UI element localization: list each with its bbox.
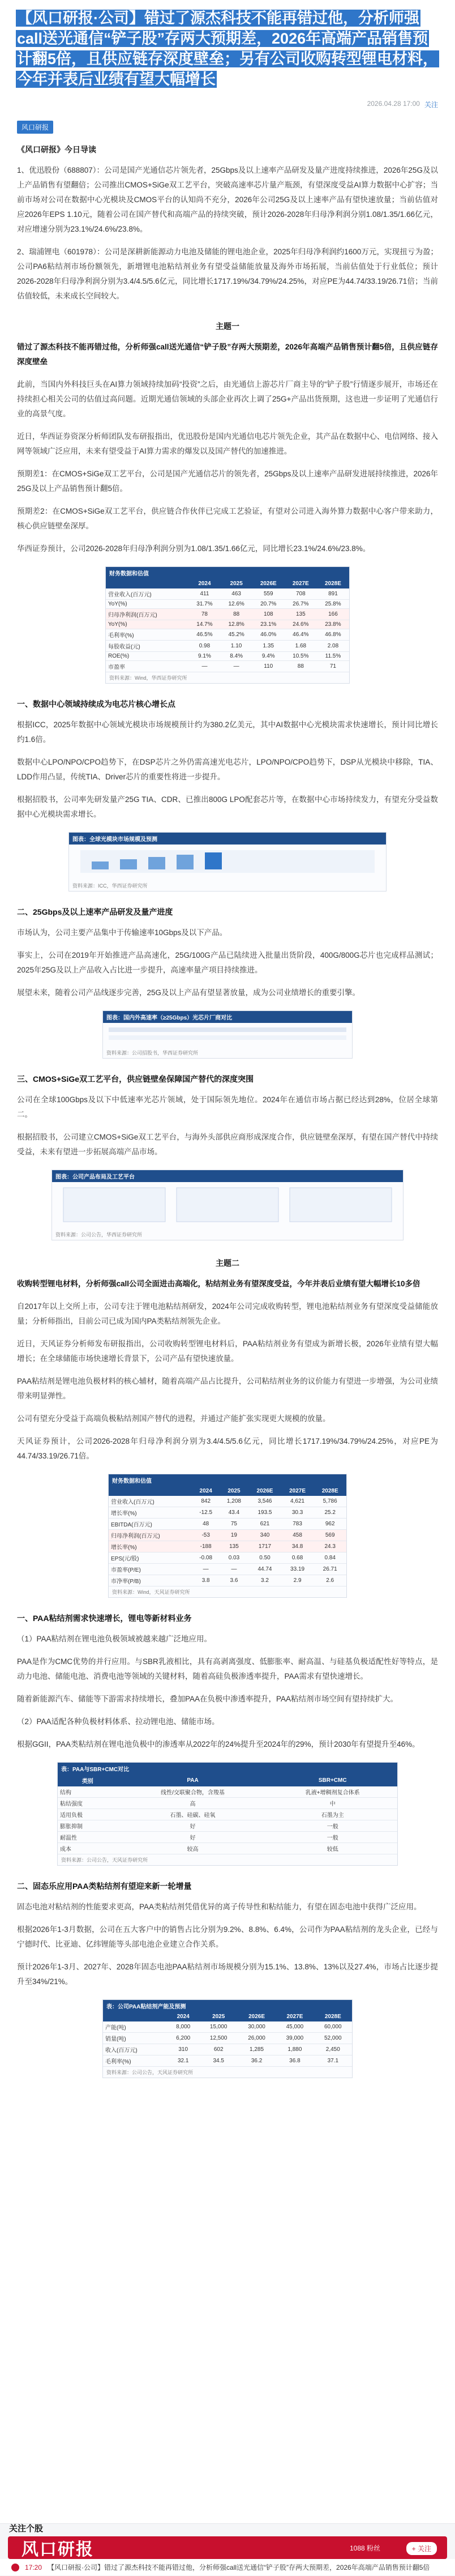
table-cell: 46.0%: [252, 629, 285, 641]
table-cell: 6,200: [167, 2033, 200, 2044]
play-icon[interactable]: [11, 2564, 19, 2571]
table-cell: 23.8%: [317, 620, 349, 629]
table-header-cell: 2024: [188, 579, 220, 588]
table-header-cell: 2026E: [252, 579, 285, 588]
related-stocks-heading: 关注个股: [9, 2524, 44, 2534]
column-badge: 风口研报: [17, 121, 53, 134]
table-cell: 石墨为主: [268, 1809, 397, 1820]
table-cell: 0.68: [281, 1553, 314, 1564]
table-cell: 45.2%: [221, 629, 252, 641]
table-cell: 88: [221, 609, 252, 620]
table-cell: 12.6%: [221, 600, 252, 609]
theme-one-paragraph-3: 预期差1：在CMOS+SiGe双工艺平台，公司是国产光通信芯片的领先者，25Gbps及以上速率产品研发进展持续推进，2026年25G及以上产品销售预计翻5倍。: [17, 470, 438, 493]
comparison-table-source: 资料来源：公司公告，天风证券研究所: [61, 1857, 148, 1863]
table-cell: YoY(%): [106, 620, 188, 629]
section-1-paragraph-1: 根据ICC，2025年数据中心领域光模块市场规模预计约为380.2亿美元，其中AI数据中心光模块需求快速增长，预计同比增长约1.6倍。: [17, 720, 438, 744]
table-cell: -0.08: [192, 1553, 220, 1564]
table-cell: 一般: [268, 1832, 397, 1843]
figure-4-graphic: [52, 1182, 403, 1227]
table-cell: 11.5%: [317, 652, 349, 661]
table-row: [58, 1798, 397, 1809]
table-cell: 78: [188, 609, 220, 620]
table-cell: -188: [192, 1541, 220, 1553]
financial-table-1-grid: [106, 579, 349, 672]
section-5-heading: 二、固态乐应用PAA类粘结剂有望迎来新一轮增量: [17, 1882, 192, 1891]
figure-3-graphic: [103, 1023, 352, 1046]
theme-one-subtitle: 错过了源杰科技不能再错过他，分析师强call送光通信“铲子股”存两大预期差，2026年高端产品销售预计翻5倍，且供应链存深度壁垒: [17, 343, 438, 366]
table-cell: —: [188, 661, 220, 672]
summary-paragraph-2: 2、瑞浦锂电（601978）：公司是深耕新能源动力电池及储能的锂电池企业，2025年归母净利润约1600万元，实现扭亏为盈；公司PA6粘结剂市场份额领先，新增锂电池粘结剂业务有望受益储能放量及海外市场拓展，当前估值处于行业低位；预计2026-2028年归母净利润分别为3.4/4.5/5.6亿元，同比增长1717.19%/34.79%/24.25%，对应PE为44.74/33.19/26.71倍；当前估值较低，未来成长空间较大。: [17, 248, 438, 300]
table-cell: 26.7%: [285, 600, 317, 609]
table-cell: 37.1: [314, 2055, 352, 2067]
section-1-heading: 一、数据中心领域持续成为电芯片核心增长点: [17, 700, 175, 709]
table-cell: 559: [252, 588, 285, 600]
table-cell: 每股收益(元): [106, 641, 188, 652]
section-4-paragraph-2: PAA是作为CMC优势的并行应用。与SBR乳液相比，具有高剥离强度、低膨胀率、耐高温、与硅基负极适配性好等特点，是动力电池、储能电池、消费电池等领域的关键材料，随着高硅负极渗透率提升，PAA需求有望快速增长。: [17, 1657, 438, 1681]
table-cell: 2.9: [281, 1575, 314, 1586]
article-title: [12, 6, 443, 92]
table-cell: 45,000: [276, 2021, 314, 2033]
table-row: [58, 1843, 397, 1854]
table-cell: 1.35: [252, 641, 285, 652]
table-cell: 24.6%: [285, 620, 317, 629]
table-cell: 结构: [58, 1786, 118, 1798]
table-cell: 0.50: [248, 1553, 281, 1564]
theme-one-paragraph-2: 近日，华西证券资深分析师团队发布研报指出，优迅股份是国内光通信电芯片领先企业，其产品在数据中心、电信网络、接入网等领域广泛应用，未来有望受益于AI算力需求的爆发以及国产替代的加速推进。: [17, 432, 438, 455]
table-cell: 市盈率(P/E): [109, 1564, 192, 1575]
figure-2-bar: [205, 852, 222, 869]
table-cell: 26,000: [238, 2033, 276, 2044]
table-cell: 归母净利润(百万元): [109, 1530, 192, 1541]
figure-4-block: [177, 1188, 278, 1222]
section-1-paragraph-2: 数据中心LPO/NPO/CPO趋势下，在DSP芯片之外仍需高速光电芯片，LPO/NPO/CPO趋势下，DSP从光模块中移除，TIA、LDD作用凸显，传统TIA、Driver芯片的重要性将进一步提升。: [17, 758, 438, 781]
table-header-cell: [103, 2012, 167, 2021]
table-cell: 中: [268, 1798, 397, 1809]
table-cell: 458: [281, 1530, 314, 1541]
table-cell: 线性/交联聚合物，含羧基: [118, 1786, 268, 1798]
table-cell: —: [220, 1564, 249, 1575]
table-cell: 621: [248, 1519, 281, 1530]
news-ticker[interactable]: [0, 2559, 455, 2575]
table-cell: 23.1%: [252, 620, 285, 629]
table-row: [106, 629, 349, 641]
section-5-paragraph-2: 根据2026年1-3月数据，公司在五大客户中的销售占比分别为9.2%、8.8%、6.4%，公司作为PAA粘结剂的龙头企业，已经与宁德时代、比亚迪、亿纬锂能等头部电池企业建立合作关系。: [17, 1925, 438, 1948]
table-cell: 32.1: [167, 2055, 200, 2067]
column-card-name: 风口研报: [22, 2540, 94, 2559]
table-cell: 0.98: [188, 641, 220, 652]
financial-table-1-title: 财务数据和估值: [106, 567, 349, 579]
table-header-cell: 2028E: [314, 1486, 346, 1496]
table-cell: 好: [118, 1832, 268, 1843]
table-row: [106, 600, 349, 609]
table-cell: 毛利率(%): [103, 2055, 167, 2067]
table-cell: 48: [192, 1519, 220, 1530]
table-cell: 乳液+增稠剂复合体系: [268, 1786, 397, 1798]
table-cell: -12.5: [192, 1507, 220, 1519]
table-cell: 135: [285, 609, 317, 620]
figure-2-bar: [92, 861, 109, 869]
capacity-table-title: 表：公司PAA粘结剂产能及预测: [103, 2000, 352, 2012]
table-row: [103, 2033, 352, 2044]
table-cell: 较低: [268, 1843, 397, 1854]
section-1-paragraph-3: 根据招股书，公司率先研发量产25G TIA、CDR、已推出800G LPO配套芯片等，在数据中心市场持续发力，有望充分受益数据中心光模块需求增长。: [17, 795, 438, 818]
summary-paragraph-1: 1、优迅股份（688807）：公司是国产光通信芯片领先者，25Gbps及以上速率产品研发及量产进度持续推进，2026年25G及以上产品销售有望翻倍；公司推出CMOS+SiGe双工艺平台，突破高速率芯片量产瓶颈，有望深度受益AI算力数据中心扩容；当前市场对公司在数据中心光模块及CMOS平台的认知尚不充分，2026年公司25G及以上速率产品有望快速放量；当前估值对应2026年EPS 1.10元，随着公司在国产替代和高端产品的持续突破，预计2026-2028年归母净利润分别1.08/1.35/1.66亿元，对应增速分别为23.1%/24.6%/23.8%。: [17, 166, 438, 233]
figure-3: [102, 1010, 353, 1059]
table-cell: 12.8%: [221, 620, 252, 629]
table-cell: 2.08: [317, 641, 349, 652]
table-header-cell: 2025: [200, 2012, 238, 2021]
theme-two-subtitle: 收购转型锂电材料，分析师强call公司全面进击高端化，粘结剂业务有望深度受益，今年并表后业绩有望大幅增长10多倍: [17, 1280, 420, 1288]
table-cell: 适用负极: [58, 1809, 118, 1820]
table-cell: 0.03: [220, 1553, 249, 1564]
table-cell: 46.5%: [188, 629, 220, 641]
table-cell: 44.74: [248, 1564, 281, 1575]
table-cell: 36.8: [276, 2055, 314, 2067]
table-cell: 46.8%: [317, 629, 349, 641]
table-cell: 71: [317, 661, 349, 672]
table-cell: 783: [281, 1519, 314, 1530]
table-cell: 962: [314, 1519, 346, 1530]
table-header-cell: [109, 1486, 192, 1496]
table-cell: 569: [314, 1530, 346, 1541]
table-cell: 高: [118, 1798, 268, 1809]
comparison-table: [57, 1762, 398, 1866]
table-row: [109, 1553, 346, 1564]
table-cell: 25.8%: [317, 600, 349, 609]
table-cell: —: [192, 1564, 220, 1575]
table-row: [58, 1786, 397, 1798]
table-cell: 88: [285, 661, 317, 672]
table-header-cell: 2027E: [276, 2012, 314, 2021]
table-cell: 5,786: [314, 1496, 346, 1507]
ticker-time: 17:20: [25, 2563, 42, 2571]
table-cell: 产能(吨): [103, 2021, 167, 2033]
table-cell: 52,000: [314, 2033, 352, 2044]
table-cell: 34.8: [281, 1541, 314, 1553]
figure-2-bar: [177, 855, 194, 869]
table-cell: 708: [285, 588, 317, 600]
table-cell: 市净率(P/B): [109, 1575, 192, 1586]
table-row: [109, 1575, 346, 1586]
financial-table-2: [108, 1474, 347, 1598]
figure-4-block: [63, 1188, 165, 1222]
article-title-text: 【风口研报·公司】错过了源杰科技不能再错过他，分析师强call送光通信“铲子股”存两大预期差，2026年高端产品销售预计翻5倍，且供应链存深度壁垒；另有公司收购转型锂电材料，今年并表后业绩有望大幅增长: [17, 10, 439, 88]
table-header-cell: 2027E: [281, 1486, 314, 1496]
comparison-table-title: 表：PAA与SBR+CMC对比: [58, 1763, 397, 1775]
table-cell: 石墨、硅碳、硅氧: [118, 1809, 268, 1820]
theme-two-paragraph-2: 近日，天风证券分析师发布研报指出，公司收购转型锂电材料后，PAA粘结剂业务有望成为新增长极，2026年业绩有望大幅增长；在全球储能市场快速增长背景下，公司产品有望快速放量。: [17, 1340, 438, 1363]
table-cell: 602: [200, 2044, 238, 2055]
table-cell: 60,000: [314, 2021, 352, 2033]
table-row: [58, 1809, 397, 1820]
table-cell: 193.5: [248, 1507, 281, 1519]
follow-button[interactable]: + 关注: [406, 2542, 437, 2555]
table-cell: —: [221, 661, 252, 672]
section-2-paragraph-2: 事实上，公司在2019年开始推进产品高速化，25G/100G产品已陆续进入批量出货阶段，400G/800G芯片也完成样品测试；2025年25G及以上产品收入占比进一步提升，高速率量产项目持续推进。: [17, 951, 438, 974]
table-cell: 1.68: [285, 641, 317, 652]
theme-one-paragraph-1: 此前，当国内外科技巨头在AI算力领域持续加码“投资”之后，由光通信上游芯片厂商主导的“铲子股”行情逐步展开，市场还在持续担心相关公司的估值过高问题。近期光通信领域的头部企业再次上调了25G+产品出货预期，这也进一步证明了光通信行业的高景气度。: [17, 380, 438, 418]
table-cell: 增长率(%): [109, 1507, 192, 1519]
table-cell: 粘结强度: [58, 1798, 118, 1809]
table-header-cell: 2026E: [238, 2012, 276, 2021]
table-cell: 归母净利润(百万元): [106, 609, 188, 620]
table-cell: 166: [317, 609, 349, 620]
section-4-paragraph-3: 随着新能源汽车、储能等下游需求持续增长，叠加PAA在负极中渗透率提升，PAA粘结剂市场空间有望持续扩大。: [17, 1695, 398, 1703]
capacity-table-source: 资料来源：公司公告，天风证券研究所: [106, 2070, 194, 2075]
table-header-cell: 2024: [192, 1486, 220, 1496]
follow-link[interactable]: 关注: [424, 101, 438, 109]
table-cell: 15,000: [200, 2021, 238, 2033]
table-cell: 收入(百万元): [103, 2044, 167, 2055]
article-meta: [17, 100, 438, 109]
theme-two-paragraph-3: PAA粘结剂是锂电池负极材料的核心辅材，随着高端产品占比提升，公司粘结剂业务的议价能力有望进一步增强，为公司业绩带来明显弹性。: [17, 1377, 438, 1400]
section-2-paragraph-1: 市场认为，公司主要产品集中于传输速率10Gbps及以下产品。: [17, 928, 227, 937]
section-4-heading: 一、PAA粘结剂需求快速增长，锂电等新材料业务: [17, 1614, 192, 1623]
ticker-text: 【风口研报·公司】错过了源杰科技不能再错过他，分析师强call送光通信“铲子股”存两大预期差，2026年高端产品销售预计翻5倍: [48, 2564, 430, 2571]
financial-table-2-grid: [109, 1486, 346, 1586]
theme-two-paragraph-1: 自2017年以上交所上市，公司专注于锂电池粘结剂研发，2024年公司完成收购转型，锂电池粘结剂业务有望深度受益储能放量；分析师指出，目前公司已成为国内PA类粘结剂领先企业。: [17, 1302, 438, 1325]
table-header-cell: 2025: [220, 1486, 249, 1496]
financial-table-1: [105, 566, 350, 684]
financial-table-2-source: 资料来源：Wind，天风证券研究所: [112, 1589, 190, 1595]
figure-4: [51, 1170, 404, 1240]
table-header-cell: [106, 579, 188, 588]
table-cell: 3.6: [220, 1575, 249, 1586]
table-row: [106, 641, 349, 652]
table-cell: 1717: [248, 1541, 281, 1553]
table-cell: 310: [167, 2044, 200, 2055]
section-5-paragraph-3: 预计2026年1-3月、2027年、2028年固态电池PAA粘结剂市场规模分别为15.1%、13.8%、13%以及27.4%，市场占比逐步提升至34%/21%。: [17, 1963, 438, 1986]
table-header-cell: 2026E: [248, 1486, 281, 1496]
table-cell: 营业收入(百万元): [109, 1496, 192, 1507]
section-4-paragraph-4: （2）PAA适配各种负极材料体系、拉动锂电池、储能市场。: [17, 1717, 220, 1726]
figure-4-title: 图表：公司产品布局及工艺平台: [52, 1170, 403, 1182]
table-cell: 10.5%: [285, 652, 317, 661]
table-header-cell: SBR+CMC: [268, 1775, 397, 1786]
section-3-paragraph-1: 公司在全球100Gbps及以下中低速率光芯片领域，处于国际领先地位。2024年在通信市场占据已经达到28%，位居全球第二。: [17, 1095, 438, 1119]
table-cell: 耐温性: [58, 1832, 118, 1843]
capacity-table: [102, 1999, 353, 2078]
table-row: [109, 1519, 346, 1530]
table-cell: 较高: [118, 1843, 268, 1854]
table-header-cell: 类别: [58, 1775, 118, 1786]
table-cell: 411: [188, 588, 220, 600]
theme-one-paragraph-4: 预期差2：在CMOS+SiGe双工艺平台，供应链合作伙伴已完成工艺验证，有望对公司进入海外算力数据中心客户带来助力，核心供应链壁垒深厚。: [17, 507, 438, 530]
table-cell: 12,500: [200, 2033, 238, 2044]
table-cell: 24.3: [314, 1541, 346, 1553]
figure-2-bar: [120, 859, 137, 869]
figure-2-bar: [148, 857, 165, 869]
table-cell: 26.71: [314, 1564, 346, 1575]
table-cell: 43.4: [220, 1507, 249, 1519]
table-cell: 14.7%: [188, 620, 220, 629]
table-cell: 4,621: [281, 1496, 314, 1507]
figure-3-row: [109, 1027, 346, 1032]
table-cell: 9.1%: [188, 652, 220, 661]
table-row: [106, 609, 349, 620]
capacity-table-grid: [103, 2012, 352, 2067]
article-datetime: 2026.04.28 17:00: [367, 100, 420, 108]
figure-3-title: 图表：国内外高速率（≥25Gbps）光芯片厂商对比: [103, 1011, 352, 1023]
table-header-cell: PAA: [118, 1775, 268, 1786]
table-row: [103, 2021, 352, 2033]
table-cell: 0.84: [314, 1553, 346, 1564]
table-row: [106, 652, 349, 661]
table-cell: ROE(%): [106, 652, 188, 661]
section-3-paragraph-2: 根据招股书，公司建立CMOS+SiGe双工艺平台，与海外头部供应商形成深度合作，供应链壁垒深厚，有望在国产替代中持续受益，未来有望进一步拓展高端产品市场。: [17, 1133, 438, 1156]
figure-2-graphic: [69, 845, 386, 878]
figure-3-row: [109, 1035, 346, 1040]
table-cell: 销量(吨): [103, 2033, 167, 2044]
fans-count: 1088 粉丝: [349, 2544, 380, 2552]
table-cell: 营业收入(百万元): [106, 588, 188, 600]
summary-heading: 《风口研报》今日导读: [17, 145, 96, 154]
table-cell: 340: [248, 1530, 281, 1541]
section-4-paragraph-5: 根据GGII，PAA类粘结剂在锂电池负极中的渗透率从2022年的24%提升至2024年的29%，预计2030年有望提升至46%。: [17, 1740, 420, 1748]
table-cell: 108: [252, 609, 285, 620]
table-cell: 毛利率(%): [106, 629, 188, 641]
table-cell: 46.4%: [285, 629, 317, 641]
table-cell: 1,880: [276, 2044, 314, 2055]
figure-2-source: 资料来源：ICC，华西证券研究所: [72, 883, 148, 889]
table-cell: 31.7%: [188, 600, 220, 609]
table-row: [58, 1820, 397, 1832]
figure-3-source: 资料来源：公司招股书，华西证券研究所: [106, 1050, 199, 1056]
table-cell: YoY(%): [106, 600, 188, 609]
table-cell: 好: [118, 1820, 268, 1832]
table-cell: 19: [220, 1530, 249, 1541]
financial-table-1-source: 资料来源：Wind，华西证券研究所: [109, 675, 187, 681]
table-row: [106, 620, 349, 629]
table-header-cell: 2025: [221, 579, 252, 588]
figure-4-source: 资料来源：公司公告，华西证券研究所: [55, 1232, 143, 1238]
table-cell: 39,000: [276, 2033, 314, 2044]
table-cell: 8.4%: [221, 652, 252, 661]
table-cell: 一般: [268, 1820, 397, 1832]
figure-2-title: 图表：全球光模块市场规模及预测: [69, 833, 386, 845]
table-row: [106, 661, 349, 672]
section-4-paragraph-1: （1）PAA粘结剂在锂电池负极领域被越来越广泛地应用。: [17, 1635, 212, 1643]
table-row: [109, 1530, 346, 1541]
theme-two-paragraph-5: 天风证券预计，公司2026-2028年归母净利润分别为3.4/4.5/5.6亿元，同比增长1717.19%/34.79%/24.25%，对应PE为44.74/33.19/26.71倍。: [17, 1437, 438, 1460]
table-row: [103, 2044, 352, 2055]
table-cell: 成本: [58, 1843, 118, 1854]
theme-two-heading: 主题二: [216, 1259, 239, 1268]
section-5-paragraph-1: 固态电池对粘结剂的性能要求更高，PAA类粘结剂凭借优异的离子传导性和粘结能力，有望在固态电池中获得广泛应用。: [17, 1903, 422, 1911]
figure-2: [68, 832, 387, 892]
table-cell: 75: [220, 1519, 249, 1530]
table-row: [109, 1564, 346, 1575]
table-cell: 842: [192, 1496, 220, 1507]
table-cell: 1.10: [221, 641, 252, 652]
table-cell: 36.2: [238, 2055, 276, 2067]
figure-4-block: [290, 1188, 392, 1222]
table-header-cell: 2028E: [317, 579, 349, 588]
table-cell: 3,546: [248, 1496, 281, 1507]
table-cell: 3.8: [192, 1575, 220, 1586]
table-row: [106, 588, 349, 600]
table-cell: 2.6: [314, 1575, 346, 1586]
table-header-cell: 2024: [167, 2012, 200, 2021]
financial-table-2-title: 财务数据和估值: [109, 1474, 346, 1486]
theme-one-paragraph-5: 华西证券预计，公司2026-2028年归母净利润分别为1.08/1.35/1.66亿元，同比增长23.1%/24.6%/23.8%。: [17, 544, 371, 553]
table-cell: 463: [221, 588, 252, 600]
table-cell: 891: [317, 588, 349, 600]
table-cell: EPS(元/股): [109, 1553, 192, 1564]
table-cell: 1,285: [238, 2044, 276, 2055]
table-cell: 3.2: [248, 1575, 281, 1586]
theme-two-paragraph-4: 公司有望充分受益于高端负极粘结剂国产替代的进程，并通过产能扩张实现更大规模的放量。: [17, 1414, 330, 1423]
table-cell: 膨胀抑制: [58, 1820, 118, 1832]
table-row: [103, 2055, 352, 2067]
table-cell: 30.3: [281, 1507, 314, 1519]
table-cell: 25.2: [314, 1507, 346, 1519]
table-cell: 30,000: [238, 2021, 276, 2033]
table-cell: 9.4%: [252, 652, 285, 661]
comparison-table-grid: [58, 1775, 397, 1854]
table-cell: 135: [220, 1541, 249, 1553]
section-2-paragraph-3: 展望未来，随着公司产品线逐步完善，25G及以上产品有望显著放量，成为公司业绩增长的重要引擎。: [17, 988, 360, 997]
table-cell: 34.5: [200, 2055, 238, 2067]
section-2-heading: 二、25Gbps及以上速率产品研发及量产进度: [17, 907, 173, 916]
table-row: [109, 1507, 346, 1519]
table-cell: 33.19: [281, 1564, 314, 1575]
table-row: [58, 1832, 397, 1843]
table-cell: 20.7%: [252, 600, 285, 609]
table-cell: -53: [192, 1530, 220, 1541]
table-row: [109, 1496, 346, 1507]
table-cell: 增长率(%): [109, 1541, 192, 1553]
table-cell: 2,450: [314, 2044, 352, 2055]
table-cell: EBITDA(百万元): [109, 1519, 192, 1530]
theme-one-heading: 主题一: [216, 322, 239, 331]
table-header-cell: 2027E: [285, 579, 317, 588]
table-cell: 110: [252, 661, 285, 672]
table-cell: 8,000: [167, 2021, 200, 2033]
table-row: [109, 1541, 346, 1553]
table-header-cell: 2028E: [314, 2012, 352, 2021]
table-cell: 市盈率: [106, 661, 188, 672]
column-card[interactable]: [8, 2536, 447, 2559]
section-3-heading: 三、CMOS+SiGe双工艺平台，供应链壁垒保障国产替代的深度突围: [17, 1074, 254, 1084]
table-cell: 1,208: [220, 1496, 249, 1507]
